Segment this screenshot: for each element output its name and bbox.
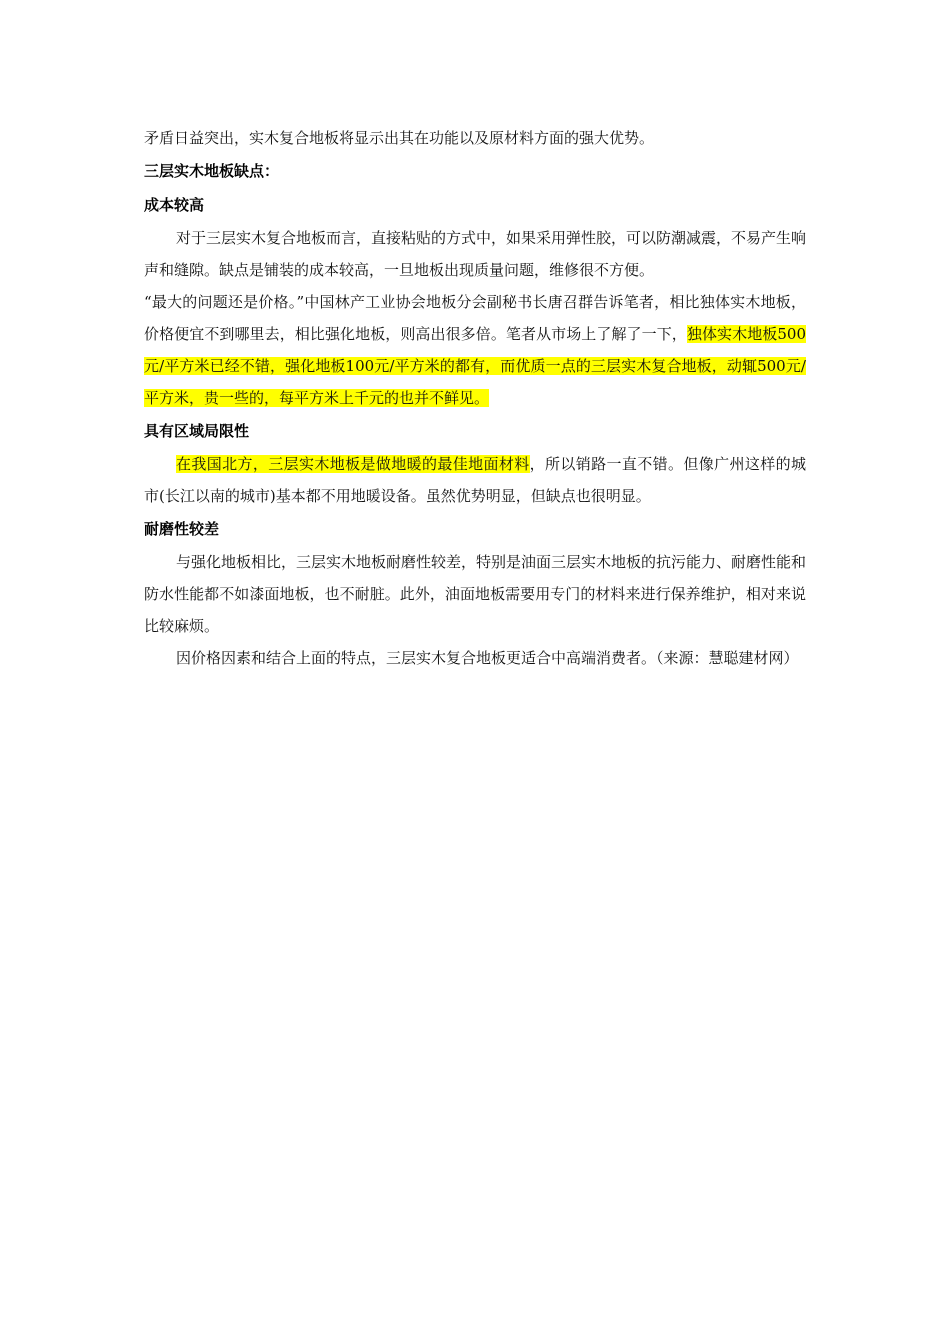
- paragraph-conclusion: 因价格因素和结合上面的特点，三层实木复合地板更适合中高端消费者。（来源：慧聪建材网）: [176, 649, 799, 667]
- regional-text: ，所以销路一直不错。但像广州这样的城市(长江以南的城市)基本都不用地暖设备。虽然优势明显，但缺点也很明显。: [144, 455, 806, 505]
- paragraph-regional: [144, 448, 806, 512]
- highlighted-regional-text: 在我国北方，三层实木地板是做地暖的最佳地面材料: [176, 455, 530, 473]
- highlighted-price-text: 独体实木地板500元/平方米已经不错，强化地板100元/平方米的都有，而优质一点的三层实木复合地板，动辄500元/平方米，贵一些的，每平方米上千元的也并不鲜见。: [144, 325, 806, 407]
- paragraph-installation-cost: 对于三层实木复合地板而言，直接粘贴的方式中，如果采用弹性胶，可以防潮减震，不易产生响声和缝隙。缺点是铺装的成本较高，一旦地板出现质量问题，维修很不方便。: [144, 229, 807, 279]
- subheading-regional-limit: 具有区域局限性: [144, 422, 250, 440]
- paragraph-wear-resistance: 与强化地板相比，三层实木地板耐磨性较差，特别是油面三层实木地板的抗污能力、耐磨性能和防水性能都不如漆面地板，也不耐脏。此外，油面地板需要用专门的材料来进行保养维护，相对来说比较麻烦。: [144, 553, 807, 635]
- subheading-wear-resistance: 耐磨性较差: [144, 520, 220, 538]
- paragraph-price: [144, 286, 806, 414]
- section-heading-disadvantages: 三层实木地板缺点：: [144, 162, 280, 180]
- price-text: “最大的问题还是价格。”中国林产工业协会地板分会副秘书长唐召群告诉笔者，相比独体实木地板，价格便宜不到哪里去，相比强化地板，则高出很多倍。笔者从市场上了解了一下，: [144, 293, 806, 343]
- document-body: [144, 122, 806, 674]
- subheading-high-cost: 成本较高: [144, 196, 205, 214]
- paragraph-continuation: 矛盾日益突出，实木复合地板将显示出其在功能以及原材料方面的强大优势。: [144, 129, 655, 147]
